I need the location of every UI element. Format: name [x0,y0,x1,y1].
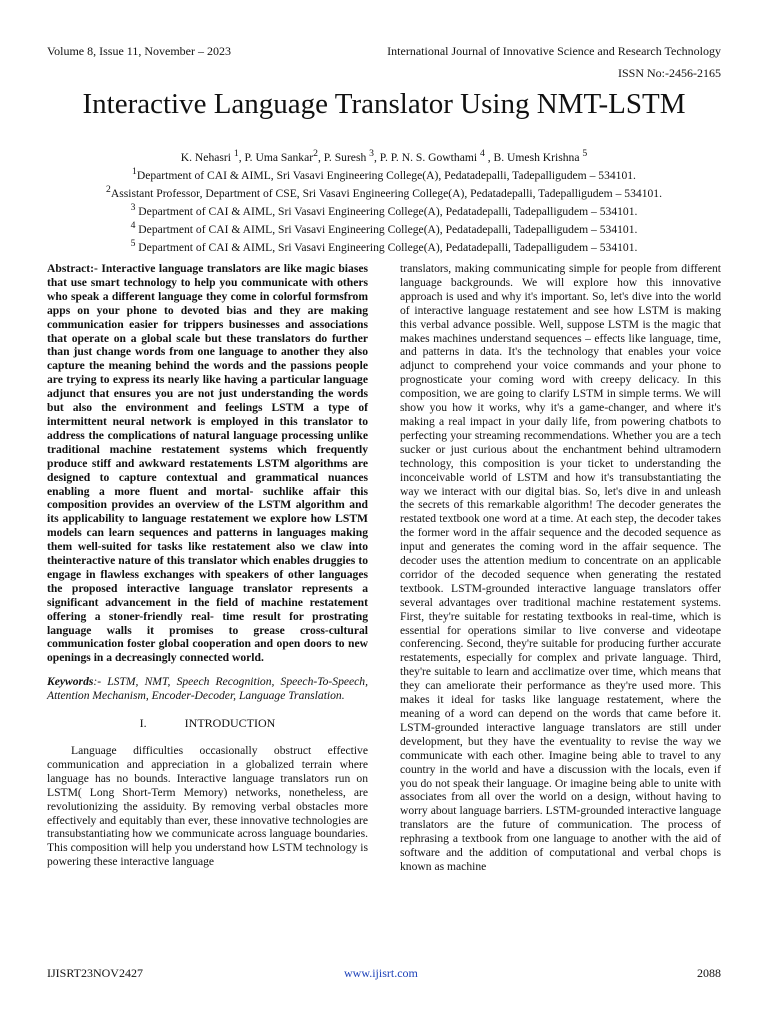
author-sup: 1 [233,148,239,159]
footer-website-link[interactable]: www.ijisrt.com [344,966,418,980]
right-column [400,262,721,874]
affiliation-text: Department of CAI & AIML, Sri Vasavi Engineering College(A), Pedatadepalli, Tadepalligudem – 534101. [135,205,638,219]
author-sup: 3 [369,148,374,159]
keywords-label: Keywords [47,675,94,689]
paper-title: Interactive Language Translator Using NMT-LSTM [82,88,686,120]
author-name: B. Umesh Krishna [493,150,580,164]
abstract: Abstract:- Interactive language translators are like magic biases that use smart technology to help you communicate with others who speak a different language they come in colorful formsfrom apps on your phone to devoted bias and they are making communication easier for trippers businesses and associations that operate on a global scale but these translators do further than just change words from one language to another they also capture the meaning behind the words and the passions people are trying to express its nearly like having a particular language adjunct that ensures you are not just understanding the words but also the environment and feelings LSTM a type of intermittent neural network is employed in this translator to address the complications of natural language processing unlike traditional machine restatement systems which frequently produce stiff and awkward restatements LSTM algorithms are designed to capture contextual and grammatical nuances enabling a more fluent and mortal- suchlike affair this composition provides an overview of the LSTM algorithm and its applicability to language restatement we explore how LSTM models can learn sequences and patterns in languages making them well-suited for tasks like restatement also we claw into theinteractive nature of this translator which enables druggies to engage in flawless exchanges with speakers of other languages the proposed interactive language translator represents a significant advancement in the field of machine restatement offering a stoner-friendly real- time result for prostrating language walls it promises to grease cross-cultural communication foster global cooperation and open doors to new openings in a decreasingly connected world. [47,262,368,665]
affiliation [20,237,748,255]
author-name: K. Nehasri [180,150,231,164]
section-heading [47,717,368,731]
affiliation-text: Department of CAI & AIML, Sri Vasavi Engineering College(A), Pedatadepalli, Tadepalligudem – 534101. [135,241,638,255]
footer-paper-id: IJISRT23NOV2427 [47,966,143,980]
section-title: INTRODUCTION [184,716,276,731]
header-volume: Volume 8, Issue 11, November – 2023 [47,44,231,58]
author-block [20,147,748,255]
affiliation-text: Department of CAI & AIML, Sri Vasavi Engineering College(A), Pedatadepalli, Tadepalligudem – 534101. [135,223,638,237]
affiliation-sup: 1 [132,166,137,178]
author-list: K. Nehasri $^1$, P. Uma Sankar$^2$, P. Suresh $^3$, P. P. N. S. Gowthami $^4$ , B. Umesh Krishna $^5$ [180,148,588,164]
affiliation [20,165,748,183]
section-number: I. [139,716,147,731]
author-name: P. Suresh [323,150,367,164]
header-issn: ISSN No:-2456-2165 [617,66,721,80]
affiliation-sup: 2 [106,184,111,196]
affiliation-text: Assistant Professor, Department of CSE, Sri Vasavi Engineering College(A), Pedatadepalli, Tadepalligudem – 534101. [110,186,662,200]
author-sup: 5 [582,148,588,159]
affiliation [20,219,748,237]
keywords [47,675,368,703]
left-column [47,262,368,869]
author-name: P. Uma Sankar [244,150,314,164]
header-journal: International Journal of Innovative Science and Research Technology [387,44,721,58]
intro-paragraph: Language difficulties occasionally obstruct effective communication and appreciation in a globalized terrain where language has no bounds. Interactive language translators run on LSTM( Long Short-Term Memory) networks, nonetheless, are revolutionizing the assiduity. By removing verbal obstacles more effectively and equitably than ever, these innovative technologies are transubstantiating how we communicate across language boundaries. This composition will help you understand how LSTM technology is powering these interactive language [47,744,368,869]
affiliation-sup: 4 [130,220,136,232]
affiliation-text: Department of CAI & AIML, Sri Vasavi Engineering College(A), Pedatadepalli, Tadepalligudem – 534101. [136,168,636,182]
keywords-text: :- LSTM, NMT, Speech Recognition, Speech-To-Speech, Attention Mechanism, Encoder-Decoder, Language Translation. [47,675,368,703]
intro-continued: translators, making communicating simple for people from different language backgrounds. We will explore how this innovative approach is used and why it's important. So, let's dive into the world of interactive language restatement and see how LSTM is making this verbal advance possible. Well, suppose LSTM is the magic that makes machines understand sequences – effects like language, time, and patterns in data. It's the technology that enables your voice adjunct to comprehend your voice commands and your phone to prognosticate your coming word with creepy delicacy. In this composition, we are going to clarify LSTM in simple terms. We will show you how it works, why it's a game-changer, and where it's making a real impact in your daily life, from powering chatbots to perfecting your streaming recommendations. Whether you are a tech sucker or just curious about the enchantment behind ultramodern technology, this composition is your ticket to understanding the inconceivable world of LSTM and how it's transubstantiating the way we interact with our digital bias. So, let's dive in and unleash the secrets of this remarkable algorithm! The decoder generates the restated textbook one word at a time. At each step, the decoder takes the former word in the affair sequence and the decoded sequence as input and generates the coming word in the affair sequence. The decoder uses the attention medium to concentrate on an applicable corridor of the decoded sequence when generating the restated textbook. LSTM-grounded interactive language translators offer several advantages over traditional machine restatement systems. First, they're suitable for restating textbooks in real-time, which is essential for operations similar to live converse and videotape conferencing. Second, they're suitable for producing further accurate restatements, especially for complex and private language. Third, they're suitable to learn and acclimatize over time, which means that they can ameliorate their performance as they're used more. This makes it ideal for tasks like language restatement, where the meaning of a word can depend on the words that came before it. LSTM-grounded interactive language translators are still under development, but they have the eventuality to revise the way we communicate with each other. Imagine being able to travel to any country in the world and have a discussion with the locals, even if you do not speak their language. Or imagine being able to unite with associates from all over the world on a design, without having to worry about language barriers. LSTM-grounded interactive language translators are the future of communication. The process of rephrasing a textbook from one language to another with the aid of software and the addition of computational and verbal chops is known as machine [400,262,721,873]
affiliation [20,183,748,201]
author-name: P. P. N. S. Gowthami [379,150,478,164]
affiliation [20,201,748,219]
author-sup: 2 [313,148,318,159]
author-sup: 4 [479,148,485,159]
affiliation-sup: 5 [130,238,136,250]
footer-page-number: 2088 [697,966,721,980]
affiliation-sup: 3 [130,202,136,214]
